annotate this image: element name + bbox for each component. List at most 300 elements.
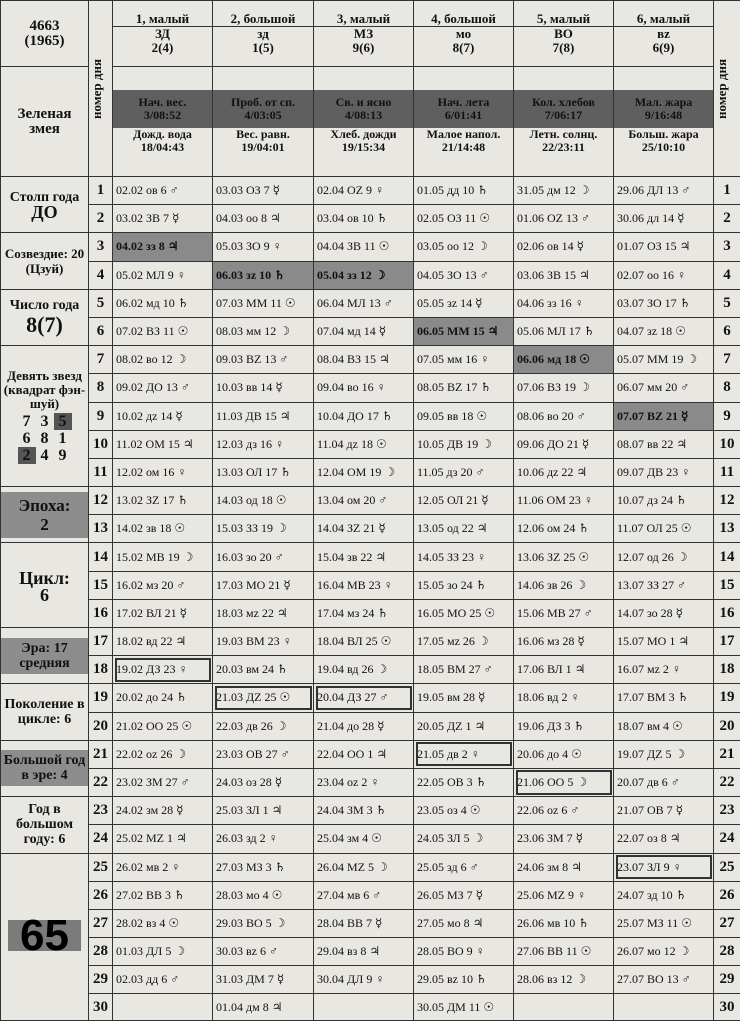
day-cell: 11.05 дз 20 ♂: [414, 458, 514, 486]
day-number: 3: [714, 233, 740, 261]
day-number: 25: [714, 853, 740, 881]
day-row: [1, 881, 740, 909]
day-cell: 06.05 ММ 15 ♃: [414, 317, 514, 345]
terms-3: [314, 67, 414, 177]
day-cell: 28.05 ВО 9 ♀: [414, 938, 514, 966]
month-code: МЗ: [354, 26, 373, 41]
day-cell: 10.02 дz 14 ☿: [113, 402, 213, 430]
day-cell: 11.07 ОЛ 25 ☉: [614, 515, 714, 543]
year-value: (1965): [1, 34, 88, 49]
day-number: 24: [714, 825, 740, 853]
month-4-head: [414, 1, 514, 67]
day-cell: 04.05 ЗО 13 ♂: [414, 261, 514, 289]
day-number: 5: [89, 289, 113, 317]
day-row: [1, 317, 740, 345]
month-3-head: [314, 1, 414, 67]
day-number: 7: [89, 346, 113, 374]
day-cell: 30.05 ДМ 11 ☉: [414, 994, 514, 1021]
day-number: 23: [89, 797, 113, 825]
sozvezdie: Созвездие: 20 (Цзуй): [1, 246, 88, 276]
day-cell: 21.02 ОО 25 ☉: [113, 712, 213, 740]
day-cell: 03.07 ЗО 17 ♄: [614, 289, 714, 317]
day-cell: 28.04 ВВ 7 ☿: [314, 909, 414, 937]
day-cell: 17.03 МО 21 ☿: [213, 571, 314, 599]
day-row: [1, 571, 740, 599]
day-cell: 17.05 мz 26 ☽: [414, 628, 514, 656]
day-cell: 08.04 ВЗ 15 ♃: [314, 346, 414, 374]
day-number: 17: [89, 628, 113, 656]
term-date: 6/01:41: [414, 109, 513, 122]
day-cell: 07.04 мд 14 ☿: [314, 317, 414, 345]
god-v-bolshom: Год в большом году: 6: [1, 802, 88, 847]
day-cell: 18.04 ВЛ 25 ☉: [314, 628, 414, 656]
day-row: [1, 233, 740, 261]
side-bolshoy: [1, 740, 89, 796]
term-date: 19/15:34: [314, 141, 413, 154]
feng-shui-square: [18, 413, 72, 464]
day-cell: 04.03 оо 8 ♃: [213, 205, 314, 233]
day-number: 16: [714, 599, 740, 627]
day-number: 20: [89, 712, 113, 740]
day-cell: 07.03 ММ 11 ☉: [213, 289, 314, 317]
day-cell: 25.06 МZ 9 ♀: [514, 881, 614, 909]
day-cell: 23.05 оз 4 ☉: [414, 797, 514, 825]
month-5-head: [514, 1, 614, 67]
day-number: 22: [89, 768, 113, 796]
day-row: [1, 853, 740, 881]
day-row: [1, 487, 740, 515]
day-row: [1, 289, 740, 317]
day-cell: 03.05 оо 12 ☽: [414, 233, 514, 261]
day-row: [1, 374, 740, 402]
day-cell: 19.05 вм 28 ☿: [414, 684, 514, 712]
term-date: 4/03:05: [213, 109, 313, 122]
day-cell: 03.02 ЗВ 7 ☿: [113, 205, 213, 233]
day-cell: 24.06 зм 8 ♃: [514, 853, 614, 881]
day-cell: 11.02 ОМ 15 ♃: [113, 430, 213, 458]
day-number: 26: [714, 881, 740, 909]
day-cell: 09.03 BZ 13 ♂: [213, 346, 314, 374]
side-stolp: [1, 177, 89, 233]
day-cell: 20.06 до 4 ☉: [514, 740, 614, 768]
day-number: 20: [714, 712, 740, 740]
day-cell: 23.03 ОВ 27 ♂: [213, 740, 314, 768]
day-cell: 14.02 зв 18 ☉: [113, 515, 213, 543]
day-cell: 20.07 дв 6 ♂: [614, 768, 714, 796]
day-cell: 02.06 ов 14 ☿: [514, 233, 614, 261]
day-cell: 10.04 ДО 17 ♄: [314, 402, 414, 430]
devyat-label: Девять звезд (квадрат фэн-шуй): [1, 369, 88, 411]
day-cell: 23.02 ЗМ 27 ♂: [113, 768, 213, 796]
bolshoy-god: Большой год в эре: 4: [1, 750, 88, 786]
square-cell: 4: [36, 447, 54, 464]
day-cell: 18.03 мz 22 ♃: [213, 599, 314, 627]
day-cell: 15.05 зо 24 ♄: [414, 571, 514, 599]
day-cell: 11.04 дz 18 ☉: [314, 430, 414, 458]
day-number: 4: [714, 261, 740, 289]
day-number: 14: [89, 543, 113, 571]
term-date: 22/23:11: [514, 141, 613, 154]
day-cell: 11.06 ОМ 23 ♀: [514, 487, 614, 515]
day-cell: 02.02 ов 6 ♂: [113, 177, 213, 205]
day-cell: [514, 994, 614, 1021]
term-name: Кол. хлебов: [514, 96, 613, 109]
day-cell: 28.06 вз 12 ☽: [514, 966, 614, 994]
day-number: 27: [714, 909, 740, 937]
day-cell: 16.07 мz 2 ♀: [614, 656, 714, 684]
day-number: 24: [89, 825, 113, 853]
day-cell: 14.04 ЗZ 21 ☿: [314, 515, 414, 543]
month-code: вz: [657, 26, 670, 41]
row-label-left: [89, 1, 113, 177]
day-cell: 24.05 ЗЛ 5 ☽: [414, 825, 514, 853]
day-number: 13: [89, 515, 113, 543]
day-cell: 16.06 мз 28 ☿: [514, 628, 614, 656]
terms-2: [213, 67, 314, 177]
day-cell: 15.06 МВ 27 ♂: [514, 599, 614, 627]
row-label-right: [714, 1, 740, 177]
day-number: 8: [89, 374, 113, 402]
day-cell: 05.02 МЛ 9 ♀: [113, 261, 213, 289]
side-era: [1, 628, 89, 684]
day-cell: 28.02 вз 4 ☉: [113, 909, 213, 937]
day-row: [1, 797, 740, 825]
day-row: [1, 205, 740, 233]
year-code: 4663: [1, 19, 88, 34]
side-epoha: [1, 487, 89, 543]
square-cell: 7: [18, 413, 36, 430]
day-cell: 05.05 зz 14 ☿: [414, 289, 514, 317]
month-1-head: [113, 1, 213, 67]
term-name: Св. и ясно: [314, 96, 413, 109]
stolp-value: ДО: [1, 205, 88, 220]
pokolenie: Поколение в цикле: 6: [1, 697, 88, 727]
month-6-head: [614, 1, 714, 67]
day-cell: 08.05 BZ 17 ♄: [414, 374, 514, 402]
cikl-label: Цикл:: [1, 568, 88, 588]
day-cell: 27.07 ВО 13 ♂: [614, 966, 714, 994]
day-cell: 28.03 мо 4 ☉: [213, 881, 314, 909]
day-cell: 09.05 вв 18 ☉: [414, 402, 514, 430]
day-cell: 25.03 ЗЛ 1 ♃: [213, 797, 314, 825]
day-cell: 29.04 вз 8 ♃: [314, 938, 414, 966]
day-cell: 19.07 ДZ 5 ☽: [614, 740, 714, 768]
month-name: 4, большой: [414, 12, 513, 27]
day-cell: 02.03 дд 6 ♂: [113, 966, 213, 994]
day-cell: 02.04 OZ 9 ♀: [314, 177, 414, 205]
side-sozv: [1, 233, 89, 289]
year-cell: [1, 1, 89, 67]
day-cell: 01.06 OZ 13 ♂: [514, 205, 614, 233]
day-cell: 22.04 ОО 1 ♃: [314, 740, 414, 768]
day-number: 27: [89, 909, 113, 937]
day-cell: 02.05 ОЗ 11 ☉: [414, 205, 514, 233]
day-cell: 04.07 зz 18 ☉: [614, 317, 714, 345]
day-cell: 06.07 мм 20 ♂: [614, 374, 714, 402]
day-number: 21: [89, 740, 113, 768]
day-cell: 31.05 дм 12 ☽: [514, 177, 614, 205]
month-num: 8(7): [453, 40, 475, 55]
day-cell: 04.02 зз 8 ♃: [113, 233, 213, 261]
day-cell: 15.03 ЗЗ 19 ☽: [213, 515, 314, 543]
day-cell: 26.03 зд 2 ♀: [213, 825, 314, 853]
day-number: 13: [714, 515, 740, 543]
day-cell: 21.06 ОО 5 ☽: [514, 768, 614, 796]
day-cell: 03.04 ов 10 ♄: [314, 205, 414, 233]
month-num: 2(4): [152, 40, 174, 55]
day-cell: 03.03 ОЗ 7 ☿: [213, 177, 314, 205]
day-cell: [314, 994, 414, 1021]
day-number: 9: [714, 402, 740, 430]
square-cell: 9: [54, 447, 72, 464]
day-cell: 05.07 ММ 19 ☽: [614, 346, 714, 374]
day-number: 6: [714, 317, 740, 345]
day-number: 29: [89, 966, 113, 994]
day-cell: 22.05 ОВ 3 ♄: [414, 768, 514, 796]
day-cell: 01.07 ОЗ 15 ♃: [614, 233, 714, 261]
day-cell: 21.04 до 28 ☿: [314, 712, 414, 740]
epoha-value: 2: [1, 515, 88, 534]
month-name: 3, малый: [314, 12, 413, 27]
day-cell: 04.06 зз 16 ♀: [514, 289, 614, 317]
day-cell: 17.04 мз 24 ♄: [314, 599, 414, 627]
day-number: 9: [89, 402, 113, 430]
term-date: 18/04:43: [113, 141, 212, 154]
day-number: 10: [714, 430, 740, 458]
term-date: 9/16:48: [614, 109, 713, 122]
month-num: 1(5): [252, 40, 274, 55]
day-cell: 23.04 oz 2 ♀: [314, 768, 414, 796]
day-cell: 22.07 оз 8 ♃: [614, 825, 714, 853]
epoha-label: Эпоха:: [1, 496, 88, 515]
day-cell: 14.03 од 18 ☉: [213, 487, 314, 515]
day-cell: 26.07 мо 12 ☽: [614, 938, 714, 966]
day-cell: 22.06 oz 6 ♂: [514, 797, 614, 825]
side-devyat: [1, 346, 89, 487]
day-number: 12: [714, 487, 740, 515]
day-cell: 17.02 ВЛ 21 ☿: [113, 599, 213, 627]
day-cell: 22.03 дв 26 ☽: [213, 712, 314, 740]
day-number: 18: [89, 656, 113, 684]
day-cell: 29.05 вz 10 ♄: [414, 966, 514, 994]
day-cell: 12.07 од 26 ☽: [614, 543, 714, 571]
day-cell: 20.02 до 24 ♄: [113, 684, 213, 712]
day-row: [1, 994, 740, 1021]
day-cell: 20.04 ДЗ 27 ♂: [314, 684, 414, 712]
row-label-text: номер дня: [89, 59, 105, 119]
day-number: 17: [714, 628, 740, 656]
month-code: ЗД: [155, 26, 170, 41]
day-cell: 12.03 дз 16 ♀: [213, 430, 314, 458]
day-cell: 15.02 МВ 19 ☽: [113, 543, 213, 571]
day-number: 19: [714, 684, 740, 712]
day-cell: 24.07 зд 10 ♄: [614, 881, 714, 909]
day-row: [1, 515, 740, 543]
side-chislo: [1, 289, 89, 345]
day-cell: 18.02 вд 22 ♃: [113, 628, 213, 656]
day-cell: 20.03 вм 24 ♄: [213, 656, 314, 684]
terms-5: [514, 67, 614, 177]
day-cell: 05.06 МЛ 17 ♄: [514, 317, 614, 345]
day-cell: 08.03 мм 12 ☽: [213, 317, 314, 345]
day-cell: 08.07 вв 22 ♃: [614, 430, 714, 458]
day-cell: 10.03 вв 14 ☿: [213, 374, 314, 402]
day-number: 30: [89, 994, 113, 1021]
day-row: [1, 768, 740, 796]
month-code: зд: [257, 26, 269, 41]
day-cell: 13.03 ОЛ 17 ♄: [213, 458, 314, 486]
day-cell: 26.05 МЗ 7 ☿: [414, 881, 514, 909]
day-cell: 19.03 ВМ 23 ♀: [213, 628, 314, 656]
day-number: 1: [714, 177, 740, 205]
big-number: 65: [8, 920, 81, 951]
term-name: Больш. жара: [614, 128, 713, 141]
side-pokolenie: [1, 684, 89, 740]
day-number: 3: [89, 233, 113, 261]
day-number: 6: [89, 317, 113, 345]
day-cell: 16.02 мз 20 ♂: [113, 571, 213, 599]
day-number: 5: [714, 289, 740, 317]
term-name: Вес. равн.: [213, 128, 313, 141]
day-cell: 26.06 мв 10 ♄: [514, 909, 614, 937]
term-name: Малое напол.: [414, 128, 513, 141]
day-cell: 24.04 ЗМ 3 ♄: [314, 797, 414, 825]
square-cell: 5: [54, 413, 72, 430]
square-cell: 3: [36, 413, 54, 430]
day-cell: 03.06 ЗВ 15 ♃: [514, 261, 614, 289]
term-date: 19/04:01: [213, 141, 313, 154]
day-row: [1, 402, 740, 430]
day-number: 22: [714, 768, 740, 796]
day-cell: 27.04 мв 6 ♂: [314, 881, 414, 909]
day-cell: 10.07 дз 24 ♄: [614, 487, 714, 515]
day-cell: 27.06 ВВ 11 ☉: [514, 938, 614, 966]
month-code: мо: [456, 26, 471, 41]
month-2-head: [213, 1, 314, 67]
day-cell: 13.02 ЗZ 17 ♄: [113, 487, 213, 515]
day-row: [1, 430, 740, 458]
term-name: Мал. жара: [614, 96, 713, 109]
day-cell: 01.05 дд 10 ♄: [414, 177, 514, 205]
day-cell: 18.06 вд 2 ♀: [514, 684, 614, 712]
terms-6: [614, 67, 714, 177]
day-cell: 18.05 ВМ 27 ♂: [414, 656, 514, 684]
day-cell: 16.03 зо 20 ♂: [213, 543, 314, 571]
day-number: 2: [89, 205, 113, 233]
day-cell: 12.05 ОЛ 21 ☿: [414, 487, 514, 515]
month-name: 5, малый: [514, 12, 613, 27]
term-name: Нач. лета: [414, 96, 513, 109]
row-label-text: номер дня: [714, 59, 730, 119]
day-row: [1, 712, 740, 740]
day-cell: 25.04 зм 4 ☉: [314, 825, 414, 853]
day-number: 11: [89, 458, 113, 486]
day-cell: 07.05 мм 16 ♀: [414, 346, 514, 374]
day-cell: 10.06 дz 22 ♃: [514, 458, 614, 486]
day-cell: 07.06 ВЗ 19 ☽: [514, 374, 614, 402]
day-row: [1, 684, 740, 712]
side-god: [1, 797, 89, 853]
day-cell: 15.07 МО 1 ♃: [614, 628, 714, 656]
month-num: 6(9): [653, 40, 675, 55]
day-cell: 09.07 ДВ 23 ♀: [614, 458, 714, 486]
day-cell: 15.04 зв 22 ♃: [314, 543, 414, 571]
day-cell: 12.02 ом 16 ♀: [113, 458, 213, 486]
day-cell: 27.03 МЗ 3 ♄: [213, 853, 314, 881]
day-cell: 25.07 МЗ 11 ☉: [614, 909, 714, 937]
day-number: 12: [89, 487, 113, 515]
day-cell: 20.05 ДZ 1 ♃: [414, 712, 514, 740]
day-number: 1: [89, 177, 113, 205]
day-cell: 27.05 мо 8 ♃: [414, 909, 514, 937]
day-cell: 08.06 во 20 ♂: [514, 402, 614, 430]
day-number: 15: [714, 571, 740, 599]
term-date: 21/14:48: [414, 141, 513, 154]
day-cell: 01.03 ДЛ 5 ☽: [113, 938, 213, 966]
day-row: [1, 543, 740, 571]
term-name: Летн. солнц.: [514, 128, 613, 141]
side-cikl: [1, 543, 89, 628]
term-name: Нач. вес.: [113, 96, 212, 109]
term-date: 25/10:10: [614, 141, 713, 154]
day-row: [1, 966, 740, 994]
day-number: 29: [714, 966, 740, 994]
day-cell: 25.02 МZ 1 ♃: [113, 825, 213, 853]
day-cell: 16.04 МВ 23 ♀: [314, 571, 414, 599]
day-number: 28: [89, 938, 113, 966]
day-cell: 14.05 ЗЗ 23 ♀: [414, 543, 514, 571]
day-cell: 30.04 ДЛ 9 ♀: [314, 966, 414, 994]
day-cell: 21.07 ОВ 7 ☿: [614, 797, 714, 825]
month-num: 9(6): [353, 40, 375, 55]
terms-1: [113, 67, 213, 177]
day-cell: 16.05 МО 25 ☉: [414, 599, 514, 627]
day-row: [1, 740, 740, 768]
day-cell: 17.07 ВМ 3 ♄: [614, 684, 714, 712]
day-cell: 13.05 од 22 ♃: [414, 515, 514, 543]
day-number: 18: [714, 656, 740, 684]
day-row: [1, 177, 740, 205]
square-cell: 2: [18, 447, 36, 464]
day-cell: 12.04 ОМ 19 ☽: [314, 458, 414, 486]
day-number: 4: [89, 261, 113, 289]
day-number: 15: [89, 571, 113, 599]
day-cell: 14.06 зв 26 ☽: [514, 571, 614, 599]
day-cell: 13.07 ЗЗ 27 ♂: [614, 571, 714, 599]
day-cell: 08.02 во 12 ☽: [113, 346, 213, 374]
day-row: [1, 628, 740, 656]
day-number: 30: [714, 994, 740, 1021]
day-number: 26: [89, 881, 113, 909]
day-number: 8: [714, 374, 740, 402]
day-cell: 11.03 ДВ 15 ♃: [213, 402, 314, 430]
day-cell: 04.04 ЗВ 11 ☉: [314, 233, 414, 261]
month-num: 7(8): [553, 40, 575, 55]
term-name: Дожд. вода: [113, 128, 212, 141]
day-number: 21: [714, 740, 740, 768]
day-cell: 29.06 ДЛ 13 ♂: [614, 177, 714, 205]
day-cell: 18.07 вм 4 ☉: [614, 712, 714, 740]
day-cell: 07.07 BZ 21 ☿: [614, 402, 714, 430]
day-number: 2: [714, 205, 740, 233]
day-number: 16: [89, 599, 113, 627]
era: Эра: 17 средняя: [1, 638, 88, 674]
day-number: 23: [714, 797, 740, 825]
month-name: 1, малый: [113, 12, 212, 27]
day-cell: 23.06 ЗМ 7 ☿: [514, 825, 614, 853]
chislo-value: 8(7): [1, 313, 88, 337]
day-cell: 30.03 вz 6 ♂: [213, 938, 314, 966]
